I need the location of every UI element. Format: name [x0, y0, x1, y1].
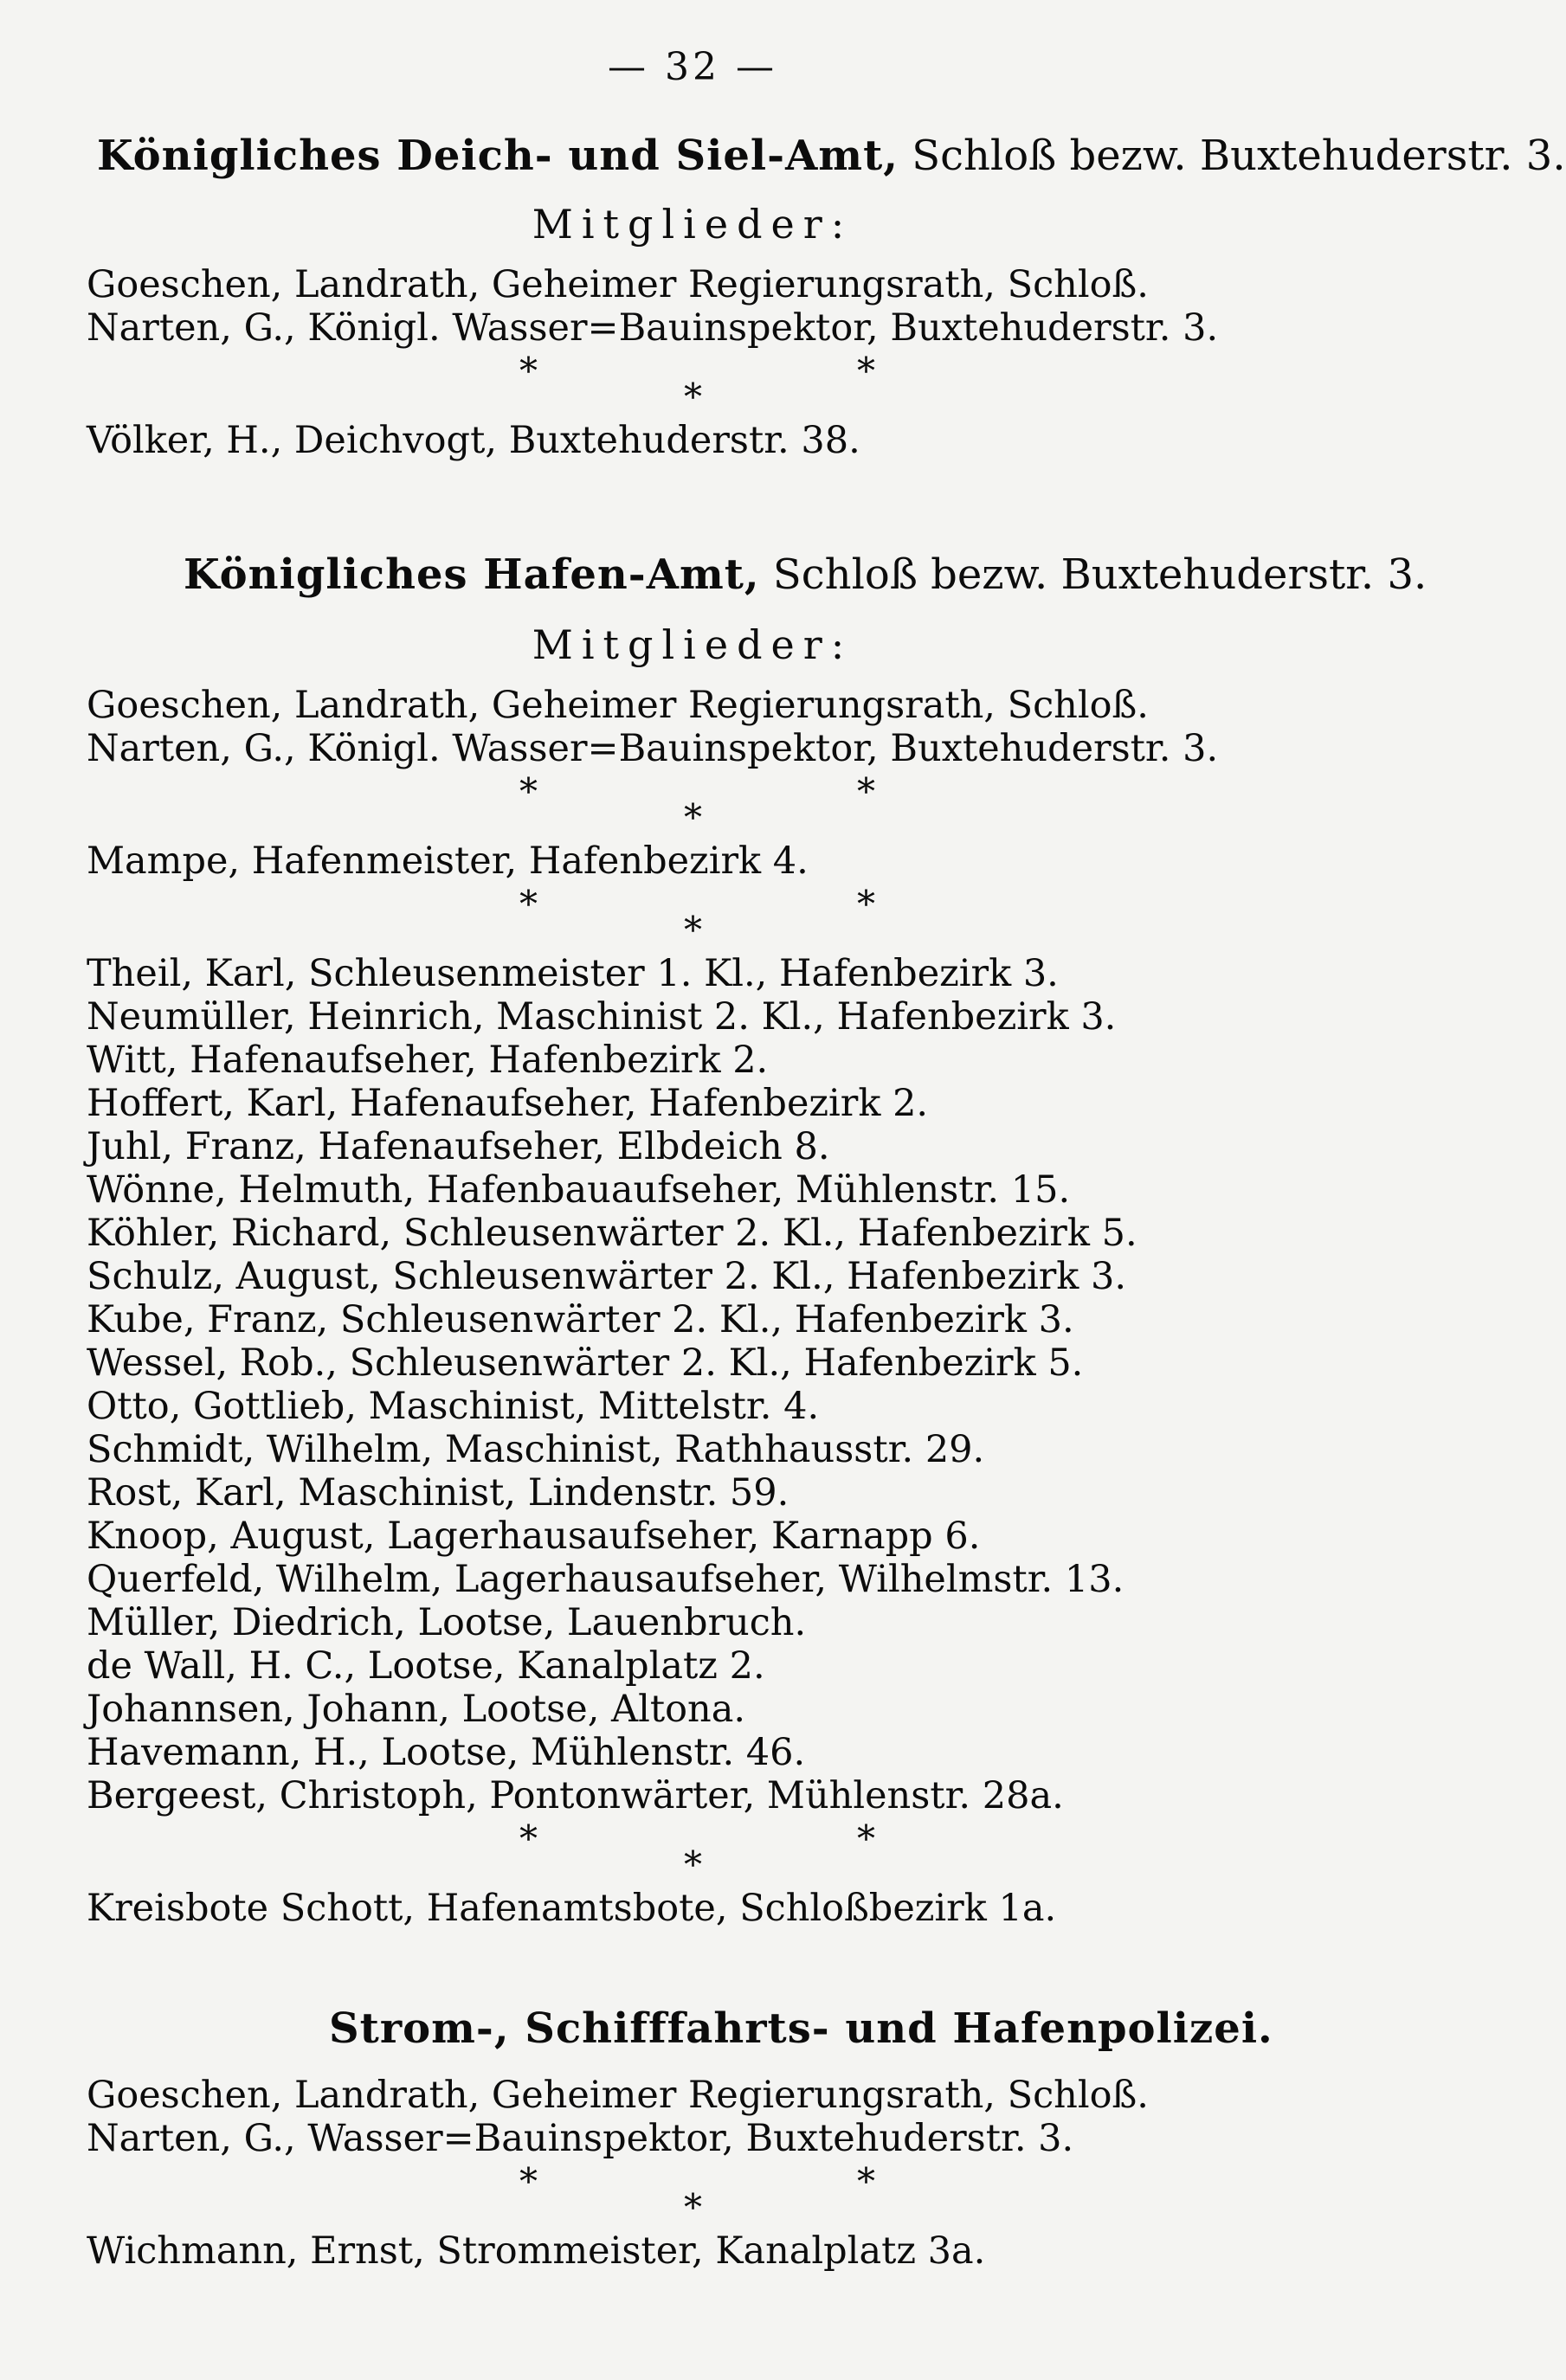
- list-item: Völker, H., Deichvogt, Buxtehuderstr. 38.: [87, 419, 860, 462]
- list-item: Havemann, H., Lootse, Mühlenstr. 46.: [87, 1731, 806, 1774]
- section-heading-hafen-amt: [184, 550, 1427, 599]
- list-item: Kube, Franz, Schleusenwärter 2. Kl., Hafenbezirk 3.: [87, 1298, 1074, 1341]
- page-number: — 32 —: [608, 45, 777, 89]
- section-heading-polizei: [329, 2004, 1273, 2053]
- list-item: Hoffert, Karl, Hafenaufseher, Hafenbezirk 2.: [87, 1082, 929, 1125]
- list-item: Knoop, August, Lagerhausaufseher, Karnapp 6.: [87, 1515, 981, 1558]
- list-item: Schmidt, Wilhelm, Maschinist, Rathhausstr. 29.: [87, 1428, 985, 1471]
- list-item: Müller, Diedrich, Lootse, Lauenbruch.: [87, 1601, 807, 1644]
- asterisk-separator: * * *: [519, 1817, 875, 1886]
- list-item: Witt, Hafenaufseher, Hafenbezirk 2.: [87, 1039, 769, 1082]
- list-item: Narten, G., Königl. Wasser=Bauinspektor, Buxtehuderstr. 3.: [87, 306, 1219, 350]
- members-subtitle: Mitglieder:: [532, 201, 854, 248]
- list-item: Mampe, Hafenmeister, Hafenbezirk 4.: [87, 839, 809, 883]
- asterisk-separator: * * *: [519, 2160, 875, 2229]
- asterisk-separator: * * *: [519, 770, 875, 839]
- section-title: Königliches Deich- und Siel-Amt,: [97, 132, 899, 180]
- list-item: Narten, G., Königl. Wasser=Bauinspektor, Buxtehuderstr. 3.: [87, 727, 1219, 770]
- asterisk-separator: * * *: [519, 883, 875, 951]
- list-item: Kreisbote Schott, Hafenamtsbote, Schloßbezirk 1a.: [87, 1887, 1057, 1930]
- list-item: Querfeld, Wilhelm, Lagerhausaufseher, Wilhelmstr. 13.: [87, 1558, 1125, 1601]
- list-item: Goeschen, Landrath, Geheimer Regierungsrath, Schloß.: [87, 684, 1149, 727]
- section-address: Schloß bezw. Buxtehuderstr. 3.: [912, 132, 1566, 180]
- list-item: Schulz, August, Schleusenwärter 2. Kl., Hafenbezirk 3.: [87, 1255, 1127, 1298]
- list-item: Köhler, Richard, Schleusenwärter 2. Kl., Hafenbezirk 5.: [87, 1212, 1137, 1255]
- section-title: Königliches Hafen-Amt,: [184, 550, 760, 599]
- list-item: Neumüller, Heinrich, Maschinist 2. Kl., Hafenbezirk 3.: [87, 995, 1117, 1039]
- list-item: Wichmann, Ernst, Strommeister, Kanalplatz 3a.: [87, 2229, 986, 2273]
- members-list: [87, 2074, 1149, 2273]
- list-item: Juhl, Franz, Hafenaufseher, Elbdeich 8.: [87, 1125, 830, 1168]
- members-subtitle: Mitglieder:: [532, 621, 854, 668]
- list-item: Narten, G., Wasser=Bauinspektor, Buxtehuderstr. 3.: [87, 2117, 1074, 2160]
- section-address: Schloß bezw. Buxtehuderstr. 3.: [772, 550, 1427, 599]
- members-list: [87, 263, 1218, 462]
- asterisk-separator: * * *: [519, 350, 875, 418]
- members-list: [87, 684, 1218, 1930]
- list-item: Theil, Karl, Schleusenmeister 1. Kl., Hafenbezirk 3.: [87, 952, 1059, 995]
- list-item: Johannsen, Johann, Lootse, Altona.: [87, 1688, 746, 1731]
- section-title: Strom-, Schifffahrts- und Hafenpolizei.: [329, 2004, 1273, 2053]
- list-item: Goeschen, Landrath, Geheimer Regierungsrath, Schloß.: [87, 263, 1149, 306]
- list-item: Bergeest, Christoph, Pontonwärter, Mühlenstr. 28a.: [87, 1774, 1064, 1817]
- section-heading-deich-amt: [97, 132, 1566, 180]
- hafen-staff-list: [87, 952, 1218, 1817]
- list-item: Goeschen, Landrath, Geheimer Regierungsrath, Schloß.: [87, 2074, 1149, 2117]
- list-item: Wessel, Rob., Schleusenwärter 2. Kl., Hafenbezirk 5.: [87, 1341, 1084, 1385]
- list-item: Otto, Gottlieb, Maschinist, Mittelstr. 4.: [87, 1385, 820, 1428]
- list-item: Wönne, Helmuth, Hafenbauaufseher, Mühlenstr. 15.: [87, 1168, 1071, 1212]
- list-item: de Wall, H. C., Lootse, Kanalplatz 2.: [87, 1644, 765, 1688]
- list-item: Rost, Karl, Maschinist, Lindenstr. 59.: [87, 1471, 789, 1515]
